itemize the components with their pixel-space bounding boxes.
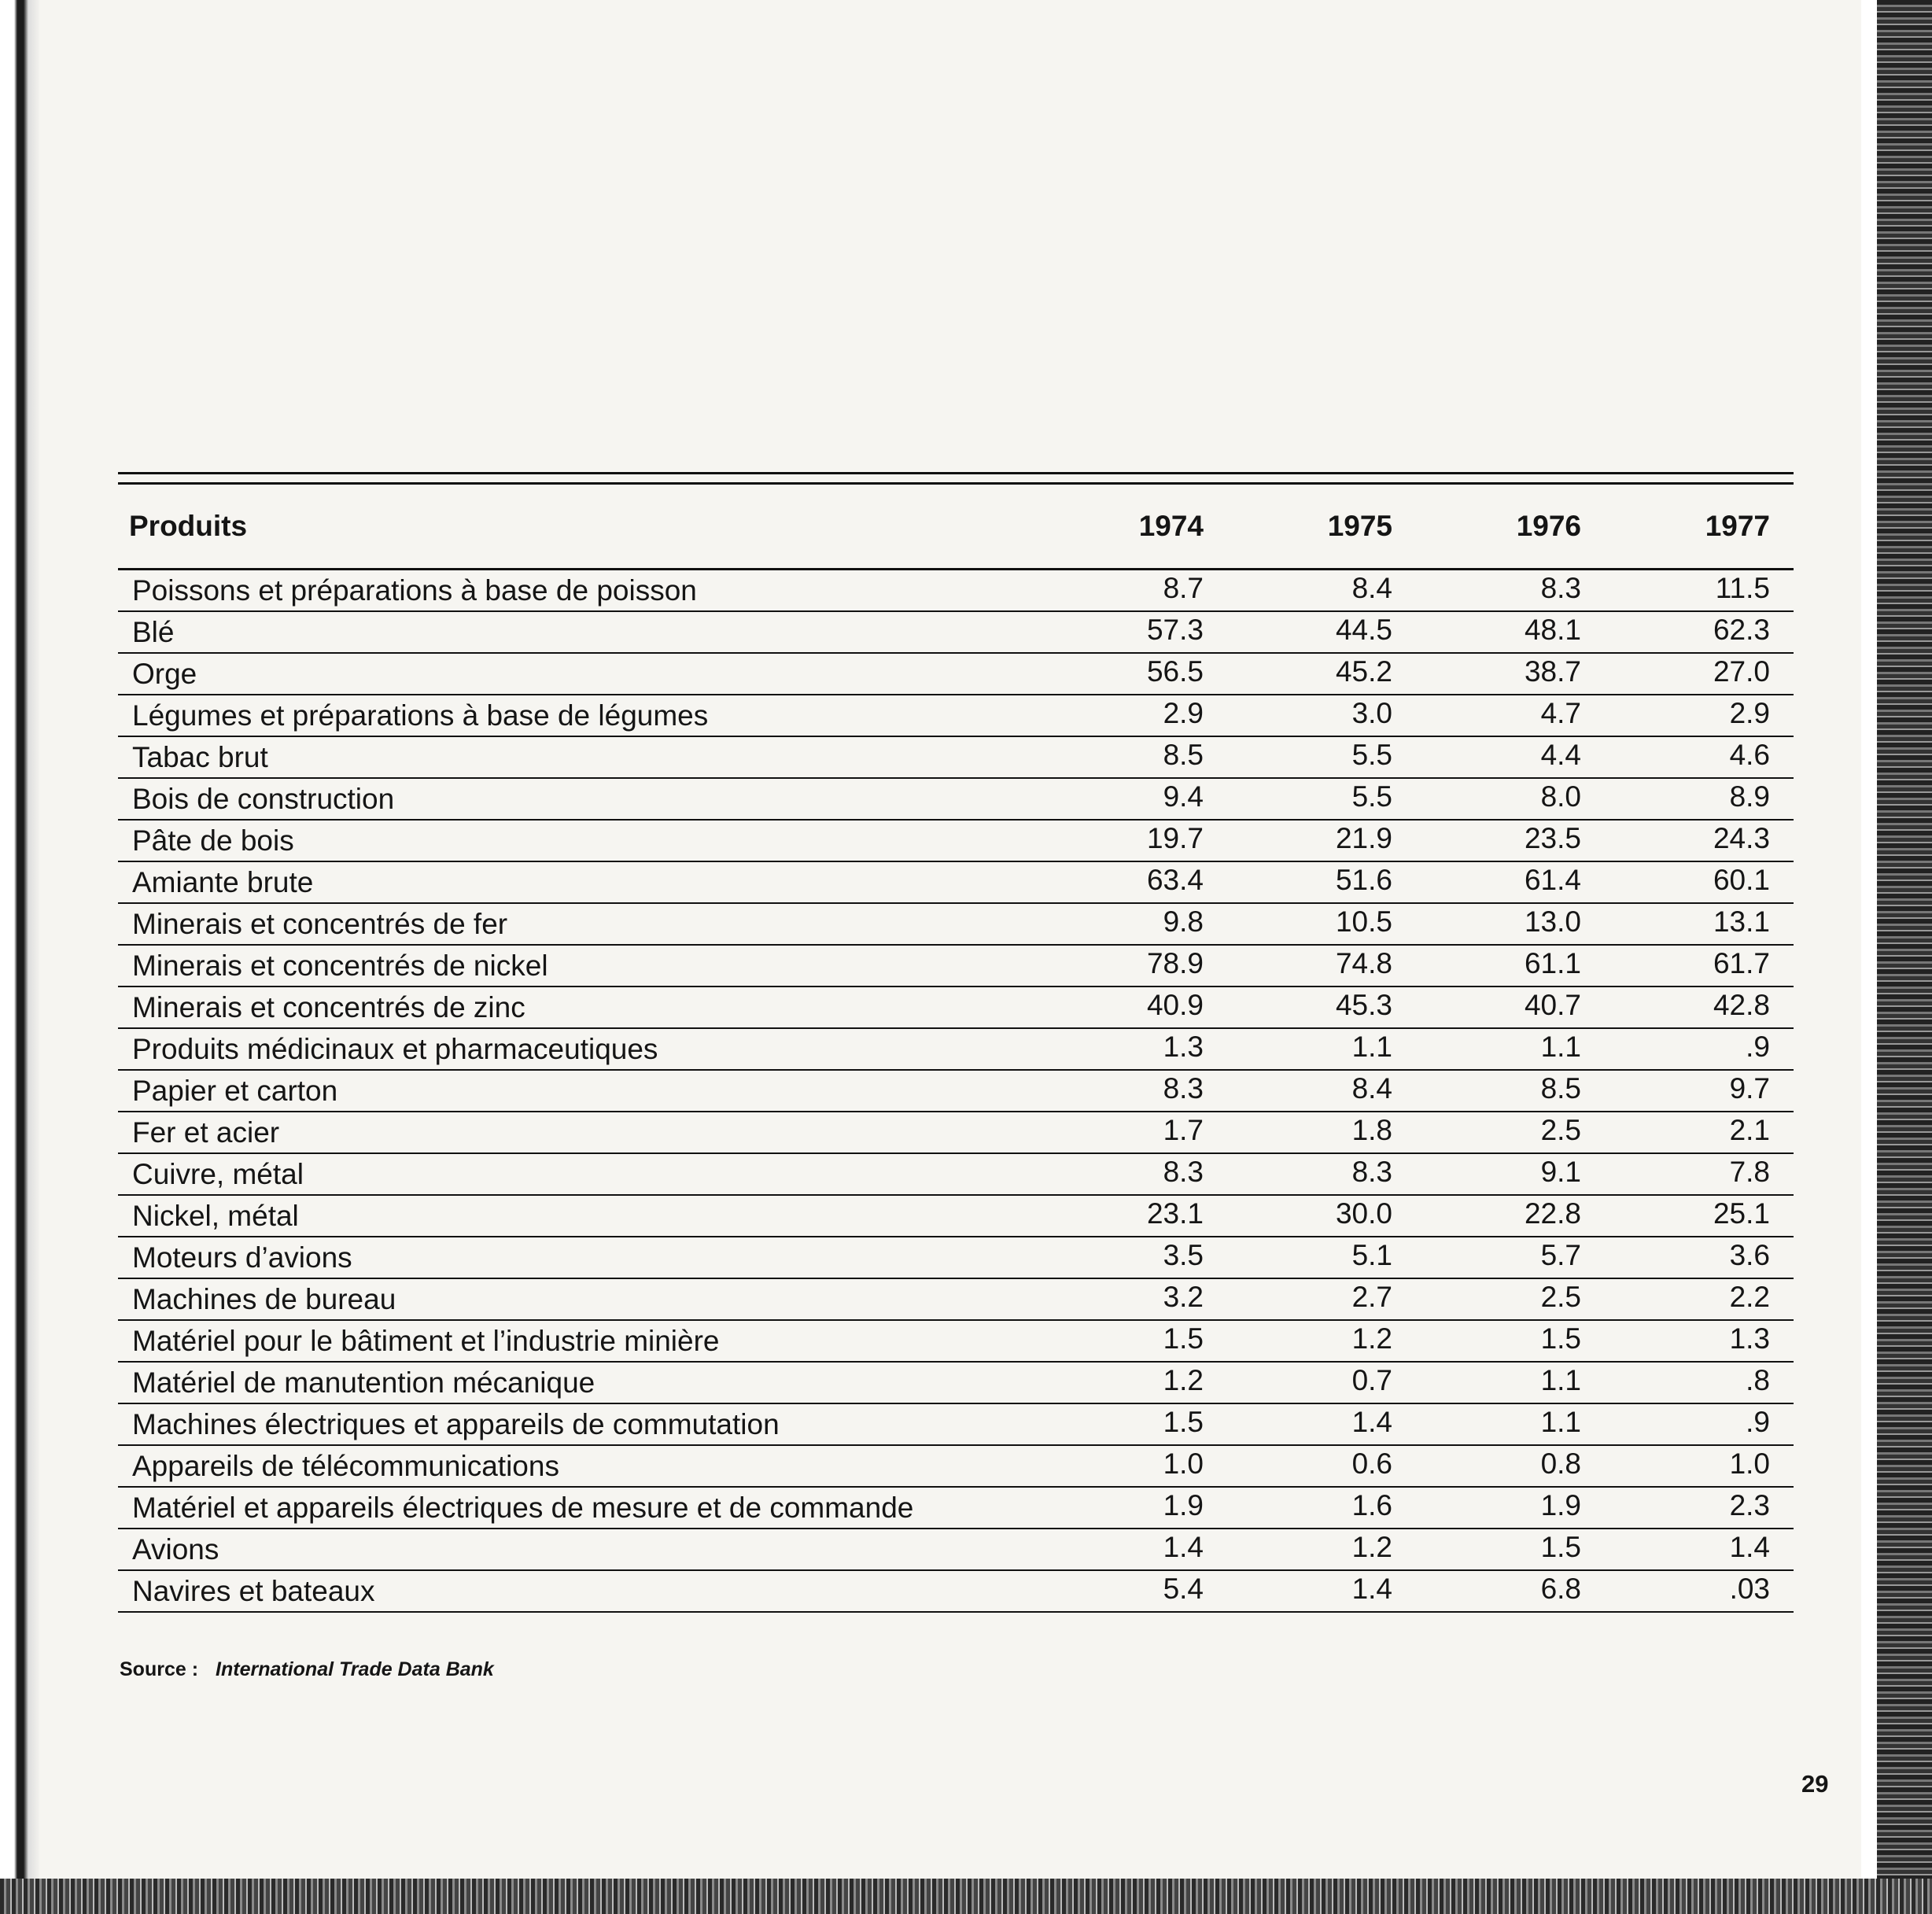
trade-table xyxy=(118,485,1794,1613)
value-cell: 2.5 xyxy=(1416,1278,1605,1320)
product-name-cell: Poissons et préparations à base de poisson xyxy=(118,570,1038,612)
header-year-1977: 1977 xyxy=(1605,485,1794,570)
value-cell: 13.1 xyxy=(1605,903,1794,945)
value-cell: 1.1 xyxy=(1416,1028,1605,1070)
value-cell: 8.3 xyxy=(1227,1153,1416,1195)
value-cell: 2.3 xyxy=(1605,1487,1794,1529)
table-row xyxy=(118,903,1794,945)
value-cell: 3.6 xyxy=(1605,1237,1794,1278)
table-row xyxy=(118,987,1794,1028)
table-row xyxy=(118,861,1794,903)
page-bottom-edge xyxy=(0,1879,1932,1914)
value-cell: 0.8 xyxy=(1416,1445,1605,1487)
product-name-cell: Minerais et concentrés de zinc xyxy=(118,987,1038,1028)
value-cell: 1.2 xyxy=(1038,1362,1227,1403)
value-cell: 8.3 xyxy=(1038,1070,1227,1112)
table-row xyxy=(118,1237,1794,1278)
value-cell: 60.1 xyxy=(1605,861,1794,903)
value-cell: 1.9 xyxy=(1416,1487,1605,1529)
page-left-edge xyxy=(0,0,39,1914)
table-row xyxy=(118,1570,1794,1612)
header-year-1974: 1974 xyxy=(1038,485,1227,570)
value-cell: 56.5 xyxy=(1038,653,1227,695)
table-row xyxy=(118,1362,1794,1403)
value-cell: 3.2 xyxy=(1038,1278,1227,1320)
product-name-cell: Machines électriques et appareils de commutation xyxy=(118,1403,1038,1445)
table-row xyxy=(118,820,1794,861)
source-label: Source : xyxy=(120,1658,199,1680)
value-cell: 2.5 xyxy=(1416,1112,1605,1153)
value-cell: 42.8 xyxy=(1605,987,1794,1028)
table-row xyxy=(118,1070,1794,1112)
table-row xyxy=(118,1112,1794,1153)
page-number: 29 xyxy=(1801,1770,1829,1798)
product-name-cell: Avions xyxy=(118,1529,1038,1570)
value-cell: 21.9 xyxy=(1227,820,1416,861)
product-name-cell: Matériel pour le bâtiment et l’industrie minière xyxy=(118,1320,1038,1362)
value-cell: 63.4 xyxy=(1038,861,1227,903)
value-cell: 13.0 xyxy=(1416,903,1605,945)
value-cell: 5.5 xyxy=(1227,778,1416,820)
value-cell: 8.9 xyxy=(1605,778,1794,820)
product-name-cell: Minerais et concentrés de fer xyxy=(118,903,1038,945)
table-row xyxy=(118,695,1794,736)
value-cell: 2.9 xyxy=(1038,695,1227,736)
table-row xyxy=(118,611,1794,653)
value-cell: 9.4 xyxy=(1038,778,1227,820)
product-name-cell: Bois de construction xyxy=(118,778,1038,820)
value-cell: 5.1 xyxy=(1227,1237,1416,1278)
value-cell: 8.7 xyxy=(1038,570,1227,612)
product-name-cell: Blé xyxy=(118,611,1038,653)
header-year-1976: 1976 xyxy=(1416,485,1605,570)
product-name-cell: Tabac brut xyxy=(118,736,1038,778)
product-name-cell: Minerais et concentrés de nickel xyxy=(118,945,1038,987)
value-cell: 1.1 xyxy=(1416,1362,1605,1403)
value-cell: 1.5 xyxy=(1416,1529,1605,1570)
value-cell: 1.6 xyxy=(1227,1487,1416,1529)
table-row xyxy=(118,1278,1794,1320)
value-cell: 1.2 xyxy=(1227,1320,1416,1362)
value-cell: 22.8 xyxy=(1416,1195,1605,1237)
value-cell: 2.2 xyxy=(1605,1278,1794,1320)
value-cell: 2.7 xyxy=(1227,1278,1416,1320)
value-cell: 9.8 xyxy=(1038,903,1227,945)
value-cell: .8 xyxy=(1605,1362,1794,1403)
value-cell: 2.1 xyxy=(1605,1112,1794,1153)
header-year-1975: 1975 xyxy=(1227,485,1416,570)
value-cell: 6.8 xyxy=(1416,1570,1605,1612)
product-name-cell: Produits médicinaux et pharmaceutiques xyxy=(118,1028,1038,1070)
table-body xyxy=(118,570,1794,1613)
value-cell: 5.7 xyxy=(1416,1237,1605,1278)
value-cell: 8.4 xyxy=(1227,570,1416,612)
value-cell: 4.4 xyxy=(1416,736,1605,778)
table-row xyxy=(118,1028,1794,1070)
page-right-margin xyxy=(1861,0,1877,1914)
value-cell: 3.5 xyxy=(1038,1237,1227,1278)
value-cell: 1.5 xyxy=(1416,1320,1605,1362)
value-cell: 8.3 xyxy=(1416,570,1605,612)
value-cell: 38.7 xyxy=(1416,653,1605,695)
product-name-cell: Machines de bureau xyxy=(118,1278,1038,1320)
product-name-cell: Nickel, métal xyxy=(118,1195,1038,1237)
value-cell: 1.8 xyxy=(1227,1112,1416,1153)
value-cell: 4.7 xyxy=(1416,695,1605,736)
value-cell: 48.1 xyxy=(1416,611,1605,653)
value-cell: 1.4 xyxy=(1227,1570,1416,1612)
value-cell: 45.3 xyxy=(1227,987,1416,1028)
table-row xyxy=(118,1529,1794,1570)
header-produits: Produits xyxy=(118,485,1038,570)
value-cell: 11.5 xyxy=(1605,570,1794,612)
value-cell: 1.4 xyxy=(1038,1529,1227,1570)
value-cell: .03 xyxy=(1605,1570,1794,1612)
value-cell: 61.4 xyxy=(1416,861,1605,903)
value-cell: 51.6 xyxy=(1227,861,1416,903)
value-cell: 44.5 xyxy=(1227,611,1416,653)
value-cell: 24.3 xyxy=(1605,820,1794,861)
product-name-cell: Amiante brute xyxy=(118,861,1038,903)
table-row xyxy=(118,1445,1794,1487)
value-cell: 1.1 xyxy=(1416,1403,1605,1445)
table-row xyxy=(118,1487,1794,1529)
value-cell: 45.2 xyxy=(1227,653,1416,695)
value-cell: 40.9 xyxy=(1038,987,1227,1028)
value-cell: 10.5 xyxy=(1227,903,1416,945)
product-name-cell: Pâte de bois xyxy=(118,820,1038,861)
product-name-cell: Légumes et préparations à base de légumes xyxy=(118,695,1038,736)
value-cell: 1.5 xyxy=(1038,1403,1227,1445)
value-cell: 1.0 xyxy=(1605,1445,1794,1487)
product-name-cell: Matériel de manutention mécanique xyxy=(118,1362,1038,1403)
value-cell: 8.5 xyxy=(1416,1070,1605,1112)
value-cell: 8.0 xyxy=(1416,778,1605,820)
table-row xyxy=(118,653,1794,695)
value-cell: 19.7 xyxy=(1038,820,1227,861)
value-cell: 7.8 xyxy=(1605,1153,1794,1195)
value-cell: 1.5 xyxy=(1038,1320,1227,1362)
value-cell: 27.0 xyxy=(1605,653,1794,695)
value-cell: 62.3 xyxy=(1605,611,1794,653)
value-cell: 8.4 xyxy=(1227,1070,1416,1112)
table-row xyxy=(118,1320,1794,1362)
value-cell: 23.5 xyxy=(1416,820,1605,861)
product-name-cell: Papier et carton xyxy=(118,1070,1038,1112)
table-row xyxy=(118,1153,1794,1195)
value-cell: 1.3 xyxy=(1038,1028,1227,1070)
value-cell: 0.6 xyxy=(1227,1445,1416,1487)
value-cell: 25.1 xyxy=(1605,1195,1794,1237)
value-cell: 0.7 xyxy=(1227,1362,1416,1403)
value-cell: 9.1 xyxy=(1416,1153,1605,1195)
product-name-cell: Orge xyxy=(118,653,1038,695)
value-cell: 61.1 xyxy=(1416,945,1605,987)
table-row xyxy=(118,778,1794,820)
value-cell: 8.5 xyxy=(1038,736,1227,778)
value-cell: 9.7 xyxy=(1605,1070,1794,1112)
value-cell: 78.9 xyxy=(1038,945,1227,987)
value-cell: 1.4 xyxy=(1605,1529,1794,1570)
value-cell: 23.1 xyxy=(1038,1195,1227,1237)
value-cell: 1.7 xyxy=(1038,1112,1227,1153)
source-note xyxy=(120,1658,494,1681)
value-cell: 1.9 xyxy=(1038,1487,1227,1529)
value-cell: 61.7 xyxy=(1605,945,1794,987)
table-row xyxy=(118,945,1794,987)
product-name-cell: Moteurs d’avions xyxy=(118,1237,1038,1278)
value-cell: 5.5 xyxy=(1227,736,1416,778)
product-name-cell: Fer et acier xyxy=(118,1112,1038,1153)
table-top-rule xyxy=(118,472,1794,474)
value-cell: 1.2 xyxy=(1227,1529,1416,1570)
table-row xyxy=(118,1403,1794,1445)
product-name-cell: Navires et bateaux xyxy=(118,1570,1038,1612)
page-right-edge xyxy=(1877,0,1932,1914)
value-cell: 1.0 xyxy=(1038,1445,1227,1487)
value-cell: 4.6 xyxy=(1605,736,1794,778)
product-name-cell: Appareils de télécommunications xyxy=(118,1445,1038,1487)
product-name-cell: Matériel et appareils électriques de mesure et de commande xyxy=(118,1487,1038,1529)
value-cell: 8.3 xyxy=(1038,1153,1227,1195)
value-cell: .9 xyxy=(1605,1403,1794,1445)
table-row xyxy=(118,736,1794,778)
value-cell: .9 xyxy=(1605,1028,1794,1070)
table-row xyxy=(118,1195,1794,1237)
value-cell: 2.9 xyxy=(1605,695,1794,736)
trade-table-container xyxy=(118,472,1794,1613)
value-cell: 1.4 xyxy=(1227,1403,1416,1445)
value-cell: 3.0 xyxy=(1227,695,1416,736)
value-cell: 40.7 xyxy=(1416,987,1605,1028)
value-cell: 30.0 xyxy=(1227,1195,1416,1237)
product-name-cell: Cuivre, métal xyxy=(118,1153,1038,1195)
value-cell: 1.1 xyxy=(1227,1028,1416,1070)
value-cell: 57.3 xyxy=(1038,611,1227,653)
source-text: International Trade Data Bank xyxy=(216,1658,494,1680)
value-cell: 1.3 xyxy=(1605,1320,1794,1362)
table-row xyxy=(118,570,1794,612)
table-header-row xyxy=(118,485,1794,570)
value-cell: 5.4 xyxy=(1038,1570,1227,1612)
value-cell: 74.8 xyxy=(1227,945,1416,987)
